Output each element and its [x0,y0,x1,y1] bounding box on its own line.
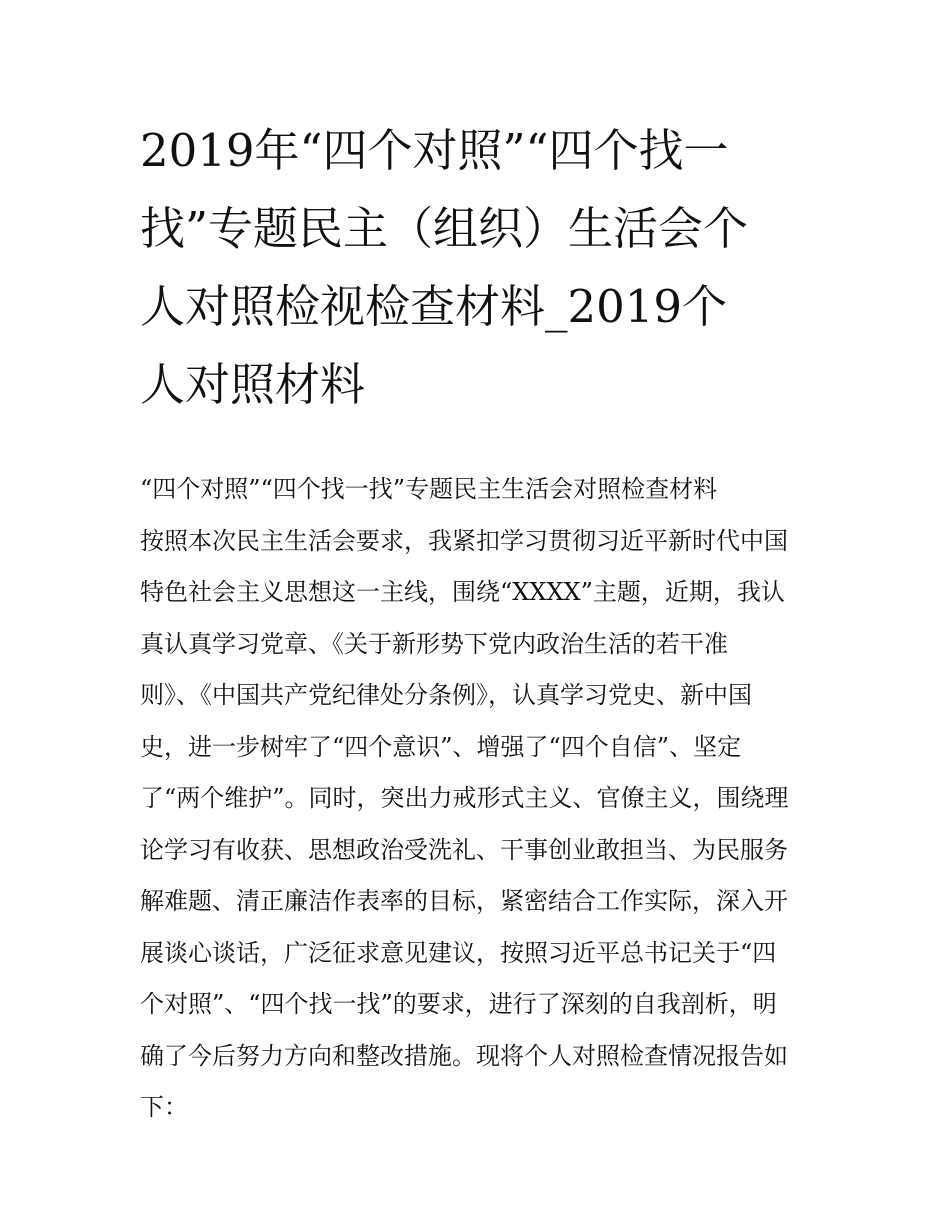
document-title [140,112,820,424]
document-page [140,112,820,1134]
body-line: 特色社会主义思想这一主线，围绕“XXXX”主题，近期，我认 [140,578,785,606]
body-line: “四个对照”“四个找一找”专题民主生活会对照检查材料 [140,475,718,503]
title-line: 找”专题民主（组织）生活会个 [140,202,749,255]
body-line: 按照本次民主生活会要求，我紧扣学习贯彻习近平新时代中国 [140,526,788,555]
title-line: 人对照检视检查材料_2019个 [140,280,728,333]
title-line: 人对照材料 [140,358,366,411]
body-line: 下： [140,1093,188,1121]
body-line: 个对照”、“四个找一找”的要求，进行了深刻的自我剖析，明 [140,990,777,1018]
body-line: 论学习有收获、思想政治受洗礼、干事创业敢担当、为民服务 [140,835,788,864]
body-line: 真认真学习党章、《关于新形势下党内政治生活的若干准 [140,629,728,658]
title-line: 2019年“四个对照”“四个找一 [140,124,729,177]
body-line: 史，进一步树牢了“四个意识”、增强了“四个自信”、坚定 [140,732,742,761]
body-line: 解难题、清正廉洁作表率的目标，紧密结合工作实际，深入开 [140,887,788,915]
body-line: 了“两个维护”。同时，突出力戒形式主义、官僚主义，围绕理 [140,784,789,812]
body-line: 展谈心谈话，广泛征求意见建议，按照习近平总书记关于“四 [140,938,777,967]
body-line: 确了今后努力方向和整改措施。现将个人对照检查情况报告如 [140,1041,788,1070]
body-line: 则》、《中国共产党纪律处分条例》，认真学习党史、新中国 [140,681,752,709]
document-body [140,464,820,1134]
